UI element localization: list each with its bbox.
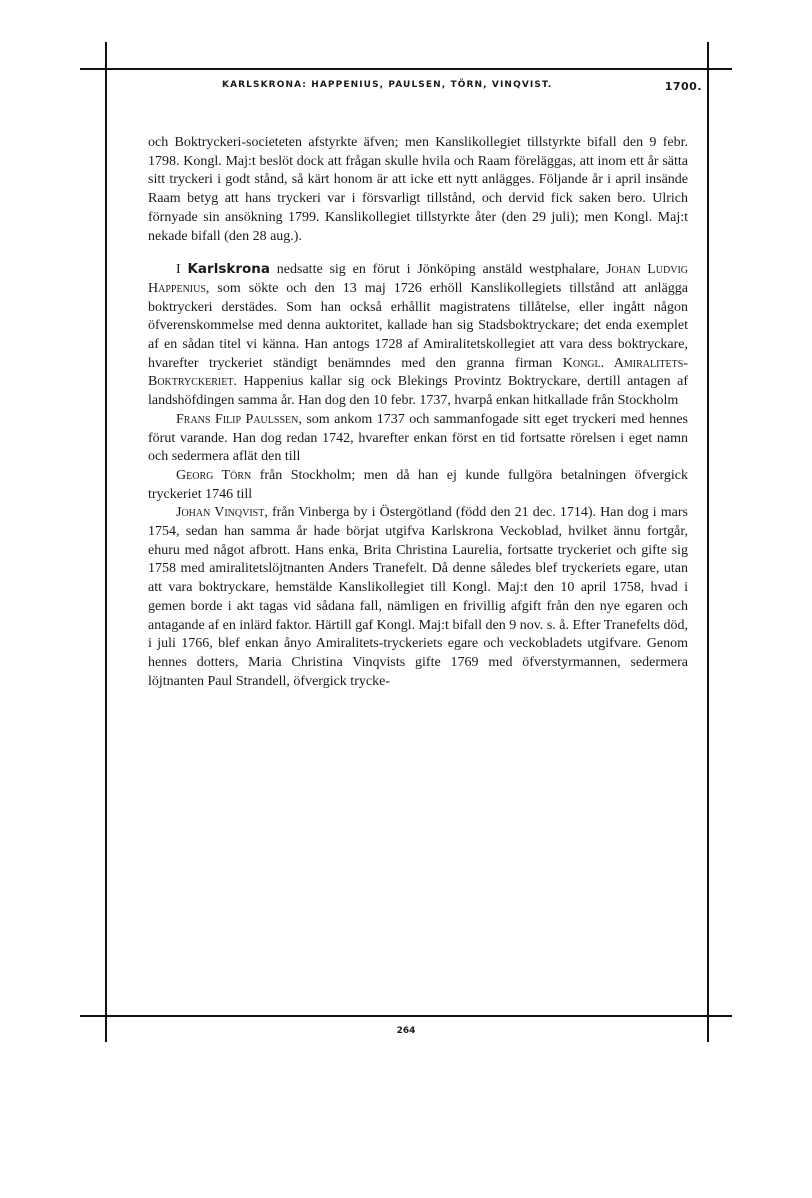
- body-text: [148, 134, 688, 691]
- top-rule: [80, 68, 732, 70]
- person-name-paulssen: Frans Filip Paulssen: [176, 411, 299, 427]
- person-name-torn: Georg Törn: [176, 467, 252, 483]
- paragraph-1: [148, 134, 688, 246]
- bottom-rule: [80, 1015, 732, 1017]
- paragraph-2-pre: I: [176, 262, 188, 278]
- right-rule: [707, 42, 709, 1042]
- person-name-vinqvist: Johan Vinqvist: [176, 505, 265, 521]
- running-head-year: 1700.: [664, 80, 702, 93]
- paragraph-2-text: , som sökte och den 13 maj 1726 erhöll Kanslikollegiets tillstånd att anlägga boktryckeri derstädes. Som han också erhållit magistratens tillåtelse, eller ingått någon öfverenskommelse med denna auktoritet, kallade han sig Stadsboktryckare; det enda exemplet af en sådan titel vi känna. Han antogs 1728 af Amiralitetskollegiet att vara dess boktryckare, hvarefter tryckeriet ständigt benämndes med den granna firman: [148, 280, 688, 371]
- place-name-karlskrona: Karlskrona: [187, 261, 270, 278]
- page-number: 264: [396, 1026, 416, 1036]
- paragraph-3-text: , som ankom 1737 och sammanfogade sitt eget tryckeri med hennes förut varande. Han dog redan 1742, hvarefter enkan först en tid fortsatte rörelsen i eget namn och sedermera aflät den till: [148, 411, 688, 465]
- person-name-happenius: Johan Ludvig Happenius: [148, 262, 688, 296]
- paragraph-3: [148, 411, 688, 467]
- paragraph-5-text: , från Vinberga by i Östergötland (född den 21 dec. 1714). Han dog i mars 1754, sedan han samma år hade börjat utgifva Karlskrona Veckoblad, hvilket ännu fortgår, ehuru med något afbrott. Hans enka, Brita Christina Laurelia, fortsatte tryckeriet och gifte sig 1758 med amiralitetslöjtnanten Anders Tranefelt. Då denne således blef tryckeriets egare, utan att vara boktryckare, hemstälde Kanslikollegiet till Kongl. Maj:t den 10 april 1758, hvad i gemen borde i akt tagas vid sådana fall, nämligen en frivillig afgift från den nye egaren och antagande af en inlärd faktor. Härtill gaf Kongl. Maj:t bifall den 9 nov. s. å. Efter Tranefelts död, i juli 1766, blef enkan ånyo Amiralitets-tryckeriets egare och veckobladets utgifvare. Genom hennes dotters, Maria Christina Vinqvists gifte 1769 med öfverstyrmannen, sedermera löjtnanten Paul Strandell, öfvergick trycke-: [148, 505, 689, 689]
- paragraph-2-tail: . Happenius kallar sig ock Blekings Provintz Boktryckare, dertill antagen af landshöfdingen samma år. Han dog den 10 febr. 1737, hvarpå enkan hitkallade från Stockholm: [148, 374, 688, 409]
- left-rule: [105, 42, 107, 1042]
- paragraph-1-text: och Boktryckeri-societeten afstyrkte äfven; men Kanslikollegiet tillstyrkte bifall den 9 febr. 1798. Kongl. Maj:t beslöt dock att frågan skulle hvila och Raam föreläggas, att inom ett år sätta sitt tryckeri i godt stånd, så kärt honom är att icke ett nytt anlägges. Följande år i april insände Raam betyg att hans tryckeri var i försvarligt tillstånd, och dervid fick saken bero. Ulrich förnyade sin ansökning 1799. Kanslikollegiet tillstyrkte åter (den 29 juli); men Kongl. Maj:t nekade bifall (den 28 aug.).: [148, 135, 688, 244]
- paragraph-2-mid: nedsatte sig en förut i Jönköping anstäld westphalare,: [270, 262, 607, 278]
- paragraph-4-text: från Stockholm; men då han ej kunde fullgöra betalningen öfvergick tryckeriet 1746 till: [148, 467, 688, 502]
- running-head-title: KARLSKRONA: HAPPENIUS, PAULSEN, TÖRN, VINQVIST.: [222, 80, 553, 90]
- firm-name: Kongl. Amiralitets-Boktryckeriet: [148, 355, 688, 390]
- paragraph-4: [148, 467, 688, 504]
- paragraph-2: [148, 260, 688, 411]
- paragraph-5: [148, 504, 688, 691]
